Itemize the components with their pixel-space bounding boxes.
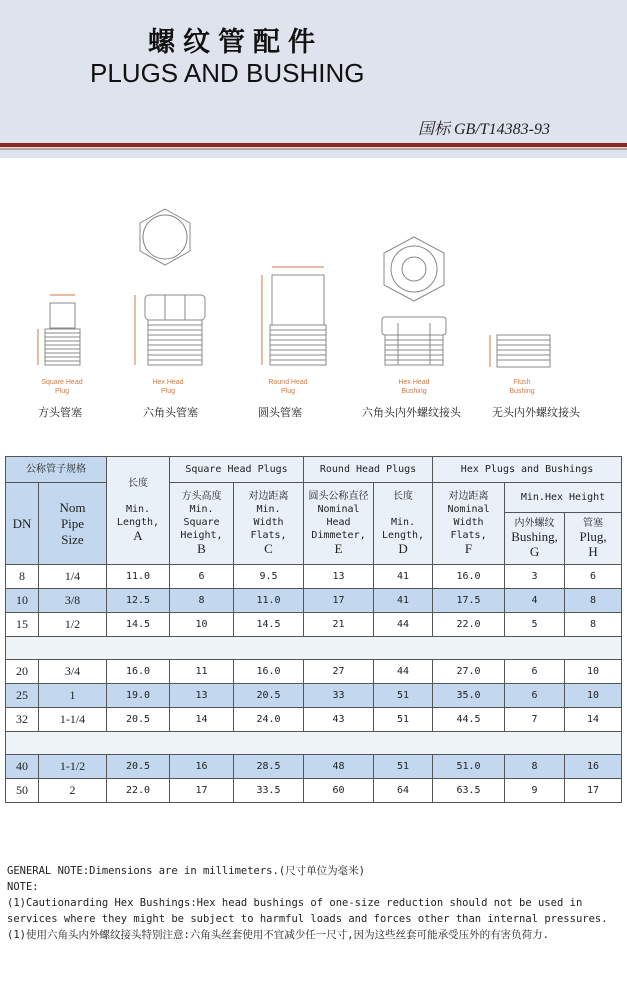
cell-h: 8 [565, 613, 622, 637]
standard-code: 国标 GB/T14383-93 [418, 121, 551, 138]
cell-dn: 32 [6, 708, 39, 732]
cell-e: 43 [304, 708, 374, 732]
cell-e: 21 [304, 613, 374, 637]
cell-a: 22.0 [107, 779, 170, 803]
cell-a: 16.0 [107, 660, 170, 684]
cell-e: 33 [304, 684, 374, 708]
cell-g: 6 [505, 684, 565, 708]
table-row [6, 708, 622, 732]
cell-a: 19.0 [107, 684, 170, 708]
header-col-f: 对边距离 Nominal Width Flats, F [433, 483, 505, 565]
cell-g: 4 [505, 589, 565, 613]
dimension-table [5, 456, 622, 803]
round-head-plug-cn-label: 圆头管塞 [258, 406, 302, 419]
cell-g: 9 [505, 779, 565, 803]
cell-h: 10 [565, 684, 622, 708]
flush-bushing-cn-label: 无头内外螺纹接头 [492, 406, 580, 419]
cell-a: 20.5 [107, 708, 170, 732]
cell-b: 10 [170, 613, 234, 637]
note-heading: NOTE: [7, 881, 39, 893]
cell-g: 5 [505, 613, 565, 637]
cell-dn: 25 [6, 684, 39, 708]
cell-c: 20.5 [234, 684, 304, 708]
cell-f: 27.0 [433, 660, 505, 684]
header-hex-group: Hex Plugs and Bushings [433, 457, 622, 483]
table-row [6, 684, 622, 708]
header-rule [0, 143, 627, 147]
header-col-c: 对边距离 Min. Width Flats, C [234, 483, 304, 565]
hex-bushing-en-label: Hex Head Bushing [398, 379, 430, 395]
square-head-plug-en-label: Square Head Plug [41, 379, 83, 395]
table-row [6, 755, 622, 779]
table-row [6, 660, 622, 684]
cell-dn: 40 [6, 755, 39, 779]
cell-e: 27 [304, 660, 374, 684]
header-col-d: 长度 Min. Length, D [374, 483, 433, 565]
header-rule-thin [0, 148, 627, 150]
hex-head-plug-cn-label: 六角头管塞 [143, 406, 198, 419]
table-row [6, 613, 622, 637]
header-col-g: 内外螺纹 Bushing, G [505, 513, 565, 565]
cell-f: 22.0 [433, 613, 505, 637]
header-minhex-group: Min.Hex Height [505, 483, 622, 513]
cell-g: 8 [505, 755, 565, 779]
cell-d: 51 [374, 684, 433, 708]
header-round-group: Round Head Plugs [304, 457, 433, 483]
title-chinese: 螺纹管配件 [148, 27, 323, 58]
cell-h: 16 [565, 755, 622, 779]
cell-nom: 1-1/2 [39, 755, 107, 779]
cell-nom: 2 [39, 779, 107, 803]
cell-a: 14.5 [107, 613, 170, 637]
header-col-b: 方头高度 Min. Square Height, B [170, 483, 234, 565]
cell-dn: 20 [6, 660, 39, 684]
cell-f: 17.5 [433, 589, 505, 613]
cell-dn: 50 [6, 779, 39, 803]
cell-e: 17 [304, 589, 374, 613]
product-drawings [0, 195, 627, 395]
cell-nom: 1/4 [39, 565, 107, 589]
cell-d: 51 [374, 708, 433, 732]
cell-c: 28.5 [234, 755, 304, 779]
hex-head-plug-en-label: Hex Head Plug [152, 379, 184, 395]
flush-bushing-drawing [490, 335, 550, 367]
cell-b: 8 [170, 589, 234, 613]
separator-row [6, 637, 622, 660]
header-square-group: Square Head Plugs [170, 457, 304, 483]
header-col-dn: DN [6, 483, 39, 565]
cell-f: 44.5 [433, 708, 505, 732]
note-english: (1)Cautionarding Hex Bushings:Hex head bushings of one-size reduction should not be used in services where they might be subject to harmful loads and forces other than internal pressures. [7, 897, 608, 925]
note-chinese: (1)使用六角头内外螺纹接头特别注意:六角头丝套使用不宜减少任一尺寸,因为这些丝套可能承受压外的有害负荷力. [7, 929, 549, 941]
cell-f: 63.5 [433, 779, 505, 803]
header-col-nom: Nom Pipe Size [39, 483, 107, 565]
cell-h: 6 [565, 565, 622, 589]
hex-bushing-cn-label: 六角头内外螺纹接头 [362, 406, 461, 419]
square-head-plug-cn-label: 方头管塞 [38, 406, 82, 419]
cell-c: 24.0 [234, 708, 304, 732]
cell-e: 48 [304, 755, 374, 779]
cell-c: 33.5 [234, 779, 304, 803]
cell-b: 14 [170, 708, 234, 732]
cell-b: 11 [170, 660, 234, 684]
cell-nom: 3/8 [39, 589, 107, 613]
square-head-plug-drawing [38, 295, 80, 365]
cell-dn: 10 [6, 589, 39, 613]
cell-h: 17 [565, 779, 622, 803]
cell-c: 16.0 [234, 660, 304, 684]
table-row [6, 589, 622, 613]
title-english: PLUGS AND BUSHING [90, 58, 365, 88]
cell-g: 7 [505, 708, 565, 732]
cell-f: 51.0 [433, 755, 505, 779]
hex-bushing-drawing [382, 237, 446, 365]
cell-a: 12.5 [107, 589, 170, 613]
cell-a: 11.0 [107, 565, 170, 589]
cell-f: 16.0 [433, 565, 505, 589]
cell-d: 44 [374, 660, 433, 684]
table-body [6, 565, 622, 803]
cell-b: 13 [170, 684, 234, 708]
cell-c: 11.0 [234, 589, 304, 613]
round-head-plug-drawing [262, 267, 326, 365]
cell-nom: 1-1/4 [39, 708, 107, 732]
cell-a: 20.5 [107, 755, 170, 779]
cell-g: 3 [505, 565, 565, 589]
cell-nom: 3/4 [39, 660, 107, 684]
dimension-table-container [5, 456, 621, 803]
cell-d: 51 [374, 755, 433, 779]
flush-bushing-en-label: Flush Bushing [509, 379, 535, 395]
header-col-e: 圆头公称直径 Nominal Head Dimmeter, E [304, 483, 374, 565]
cell-d: 44 [374, 613, 433, 637]
cell-e: 60 [304, 779, 374, 803]
general-note: GENERAL NOTE:Dimensions are in millimeters.(尺寸单位为毫米) [7, 865, 365, 877]
header-col-a: 长度 Min. Length, A [107, 457, 170, 565]
cell-dn: 8 [6, 565, 39, 589]
cell-d: 64 [374, 779, 433, 803]
cell-b: 17 [170, 779, 234, 803]
cell-b: 6 [170, 565, 234, 589]
cell-h: 10 [565, 660, 622, 684]
notes-section [7, 863, 617, 943]
cell-nom: 1 [39, 684, 107, 708]
table-row [6, 565, 622, 589]
round-head-plug-en-label: Round Head Plug [268, 379, 308, 395]
cell-h: 8 [565, 589, 622, 613]
cell-nom: 1/2 [39, 613, 107, 637]
cell-c: 9.5 [234, 565, 304, 589]
cell-g: 6 [505, 660, 565, 684]
separator-cell [6, 637, 622, 660]
cell-d: 41 [374, 589, 433, 613]
separator-row [6, 732, 622, 755]
cell-b: 16 [170, 755, 234, 779]
separator-cell [6, 732, 622, 755]
cell-dn: 15 [6, 613, 39, 637]
cell-f: 35.0 [433, 684, 505, 708]
header-col-h: 管塞 Plug, H [565, 513, 622, 565]
header-nominal-group: 公称管子规格 [6, 457, 107, 483]
cell-c: 14.5 [234, 613, 304, 637]
cell-h: 14 [565, 708, 622, 732]
cell-d: 41 [374, 565, 433, 589]
cell-e: 13 [304, 565, 374, 589]
hex-head-plug-drawing [135, 209, 205, 365]
table-row [6, 779, 622, 803]
